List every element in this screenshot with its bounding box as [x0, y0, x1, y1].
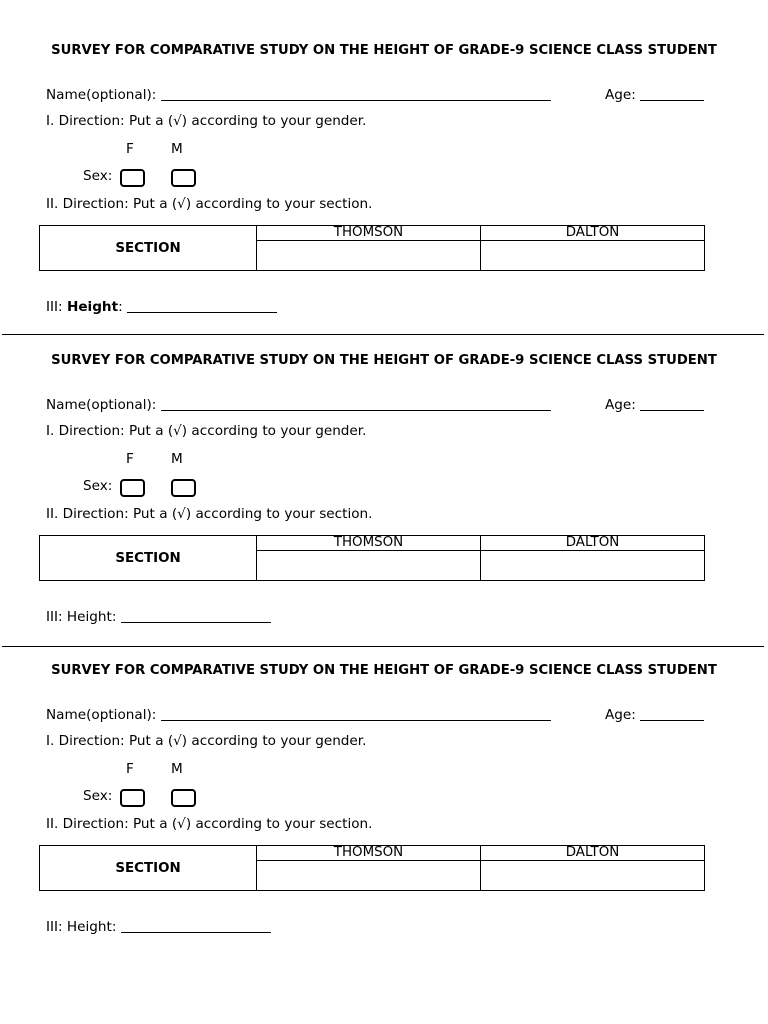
- female-label: F: [126, 141, 134, 157]
- height-prefix: III:: [46, 299, 67, 315]
- male-label: M: [171, 451, 183, 467]
- age-row: [605, 85, 704, 103]
- name-blank-line[interactable]: [161, 87, 551, 101]
- section-label: SECTION: [40, 226, 257, 271]
- name-label: Name(optional):: [46, 397, 161, 413]
- age-blank-line[interactable]: [640, 707, 704, 721]
- section-thomson-cell[interactable]: [257, 861, 481, 891]
- section-table: [39, 845, 705, 891]
- male-label: M: [171, 141, 183, 157]
- section-thomson-header: THOMSON: [257, 846, 481, 861]
- sex-label: Sex:: [83, 168, 113, 184]
- section-thomson-cell[interactable]: [257, 551, 481, 581]
- height-label: III: Height:: [46, 609, 121, 625]
- height-row: [46, 917, 271, 935]
- section-label: SECTION: [40, 536, 257, 581]
- form-title: SURVEY FOR COMPARATIVE STUDY ON THE HEIGHT OF GRADE-9 SCIENCE CLASS STUDENT: [51, 353, 717, 368]
- age-blank-line[interactable]: [640, 87, 704, 101]
- female-checkbox[interactable]: [120, 169, 145, 187]
- section-direction: II. Direction: Put a (√) according to your section.: [46, 816, 373, 832]
- name-blank-line[interactable]: [161, 707, 551, 721]
- age-label: Age:: [605, 707, 641, 723]
- survey-form-3: [0, 620, 768, 935]
- name-row: [46, 395, 551, 413]
- name-row: [46, 85, 551, 103]
- gender-direction: I. Direction: Put a (√) according to your gender.: [46, 733, 367, 749]
- age-row: [605, 705, 704, 723]
- gender-direction: I. Direction: Put a (√) according to your gender.: [46, 423, 367, 439]
- sex-label: Sex:: [83, 478, 113, 494]
- section-thomson-header: THOMSON: [257, 536, 481, 551]
- age-label: Age:: [605, 87, 641, 103]
- male-checkbox[interactable]: [171, 789, 196, 807]
- age-row: [605, 395, 704, 413]
- section-table: [39, 225, 705, 271]
- section-dalton-header: DALTON: [481, 846, 705, 861]
- section-thomson-cell[interactable]: [257, 241, 481, 271]
- age-blank-line[interactable]: [640, 397, 704, 411]
- form-title: SURVEY FOR COMPARATIVE STUDY ON THE HEIGHT OF GRADE-9 SCIENCE CLASS STUDENT: [51, 43, 717, 58]
- name-label: Name(optional):: [46, 87, 161, 103]
- section-label: SECTION: [40, 846, 257, 891]
- form-title: SURVEY FOR COMPARATIVE STUDY ON THE HEIGHT OF GRADE-9 SCIENCE CLASS STUDENT: [51, 663, 717, 678]
- male-checkbox[interactable]: [171, 169, 196, 187]
- survey-form-2: [0, 310, 768, 625]
- name-label: Name(optional):: [46, 707, 161, 723]
- female-label: F: [126, 761, 134, 777]
- height-label: III: Height:: [46, 919, 121, 935]
- male-label: M: [171, 761, 183, 777]
- female-label: F: [126, 451, 134, 467]
- section-table: [39, 535, 705, 581]
- section-direction: II. Direction: Put a (√) according to your section.: [46, 196, 373, 212]
- section-dalton-cell[interactable]: [481, 241, 705, 271]
- male-checkbox[interactable]: [171, 479, 196, 497]
- female-checkbox[interactable]: [120, 789, 145, 807]
- height-word: Height: [66, 299, 119, 315]
- section-direction: II. Direction: Put a (√) according to your section.: [46, 506, 373, 522]
- section-dalton-cell[interactable]: [481, 551, 705, 581]
- section-dalton-cell[interactable]: [481, 861, 705, 891]
- name-blank-line[interactable]: [161, 397, 551, 411]
- section-dalton-header: DALTON: [481, 226, 705, 241]
- section-dalton-header: DALTON: [481, 536, 705, 551]
- survey-form-1: [0, 0, 768, 315]
- height-blank-line[interactable]: [121, 919, 271, 933]
- sex-label: Sex:: [83, 788, 113, 804]
- name-row: [46, 705, 551, 723]
- height-suffix: :: [118, 299, 128, 315]
- gender-direction: I. Direction: Put a (√) according to your gender.: [46, 113, 367, 129]
- section-thomson-header: THOMSON: [257, 226, 481, 241]
- age-label: Age:: [605, 397, 641, 413]
- female-checkbox[interactable]: [120, 479, 145, 497]
